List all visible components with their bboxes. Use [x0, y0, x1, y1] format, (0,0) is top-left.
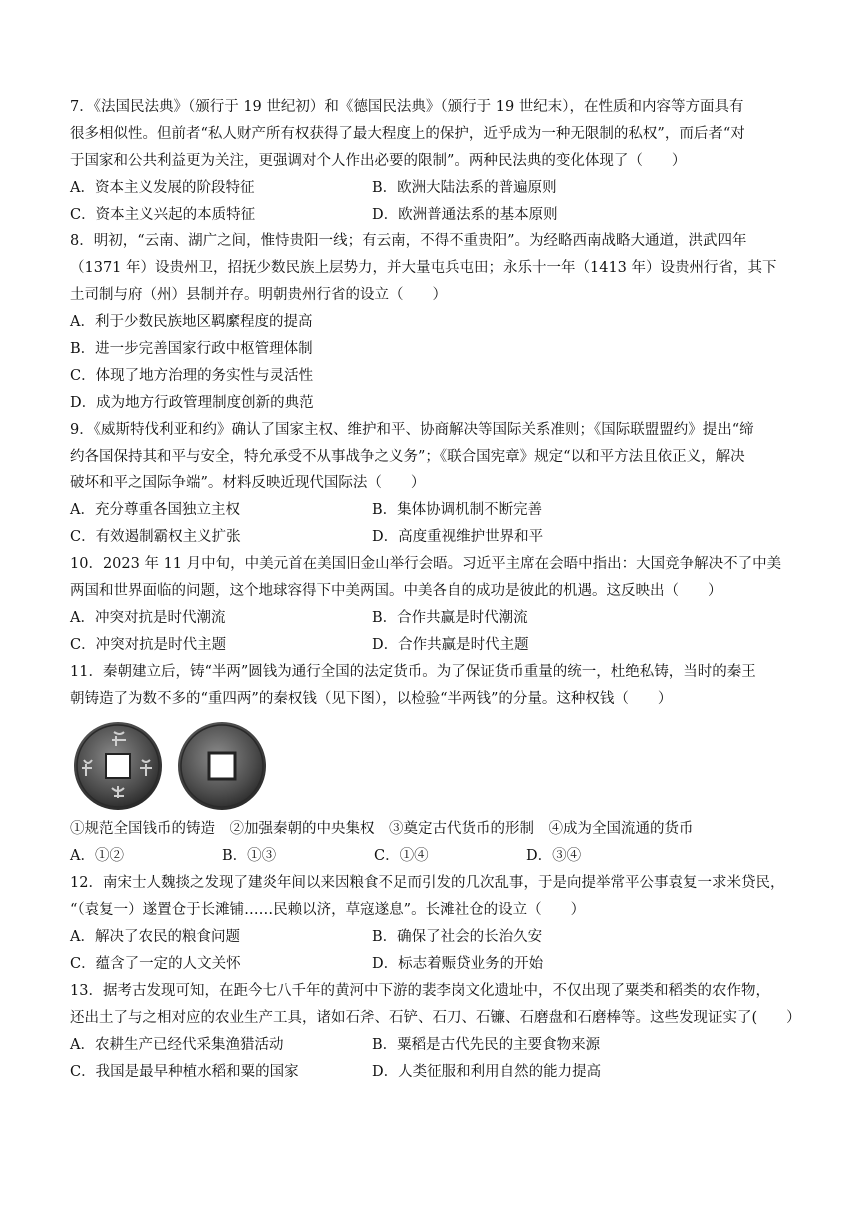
question-text: 土司制与府（州）县制并存。明朝贵州行省的设立（ ）	[70, 287, 447, 304]
question-text: 9．《威斯特伐利亚和约》确认了国家主权、维护和平、协商解决等国际关系准则；《国际联盟盟约》提出“缔	[70, 421, 754, 438]
option-a[interactable]: A．农耕生产已经代采集渔猎活动	[70, 1036, 284, 1053]
option-a[interactable]: A．利于少数民族地区羁縻程度的提高	[70, 314, 313, 331]
question-text: 破坏和平之国际争端”。材料反映近现代国际法（ ）	[70, 475, 426, 492]
question-text: 朝铸造了为数不多的“重四两”的秦权钱（见下图），以检验“半两钱”的分量。这种权钱（ ）	[70, 690, 673, 707]
question-12	[70, 870, 794, 978]
option-c[interactable]: C．资本主义兴起的本质特征	[70, 206, 256, 223]
option-b[interactable]: B．粟稻是古代先民的主要食物来源	[372, 1036, 601, 1053]
option-d[interactable]: D．成为地方行政管理制度创新的典范	[70, 394, 314, 411]
option-d[interactable]: D．③④	[526, 848, 582, 865]
coin-back-image	[174, 720, 270, 812]
question-11	[70, 659, 794, 871]
question-13	[70, 978, 801, 1086]
option-a[interactable]: A．①②	[70, 848, 124, 865]
question-text: 两国和世界面临的问题，这个地球容得下中美两国。中美各自的成功是彼此的机遇。这反映出（ ）	[70, 583, 723, 600]
question-text: 8．明初，“云南、湖广之间，惟恃贵阳一线；有云南，不得不重贵阳”。为经略西南战略大通道，洪武四年	[70, 233, 747, 250]
option-c[interactable]: C．冲突对抗是时代主题	[70, 636, 227, 653]
option-d[interactable]: D．高度重视维护世界和平	[372, 529, 544, 546]
question-text: 7．《法国民法典》（颁行于 19 世纪初）和《德国民法典》（颁行于 19 世纪末），在性质和内容等方面具有	[70, 99, 744, 115]
coin-front-image	[70, 720, 166, 812]
question-8	[70, 228, 794, 416]
option-b[interactable]: B．①③	[222, 848, 277, 865]
option-a[interactable]: A．充分尊重各国独立主权	[70, 502, 240, 519]
option-c[interactable]: C．我国是最早种植水稻和粟的国家	[70, 1063, 299, 1080]
option-b[interactable]: B．合作共赢是时代潮流	[372, 609, 528, 626]
statements: ①规范全国钱币的铸造 ②加强秦朝的中央集权 ③奠定古代货币的形制 ④成为全国流通的货币	[70, 821, 694, 838]
option-d[interactable]: D．合作共赢是时代主题	[372, 636, 529, 653]
question-text: 很多相似性。但前者“私人财产所有权获得了最大程度上的保护，近乎成为一种无限制的私权”，而后者“对	[70, 125, 745, 142]
option-c[interactable]: C．①④	[374, 848, 429, 865]
question-9	[70, 417, 794, 551]
question-text: “（袁复一）遂置仓于长滩铺……民赖以济，草寇遂息”。长滩社仓的设立（ ）	[70, 902, 586, 919]
option-d[interactable]: D．标志着赈贷业务的开始	[372, 955, 544, 972]
question-text: 约各国保持其和平与安全，特允承受不从事战争之义务”；《联合国宪章》规定“以和平方法且依正义，解决	[70, 448, 745, 465]
option-b[interactable]: B．进一步完善国家行政中枢管理体制	[70, 341, 313, 358]
question-7	[70, 94, 794, 228]
option-b[interactable]: B．欧洲大陆法系的普遍原则	[372, 179, 557, 196]
question-10	[70, 551, 794, 659]
option-d[interactable]: D．欧洲普通法系的基本原则	[372, 206, 558, 223]
question-text: 还出土了与之相对应的农业生产工具，诸如石斧、石铲、石刀、石镰、石磨盘和石磨棒等。这些发现证实了( ）	[70, 1009, 801, 1026]
question-text: 10．2023 年 11 月中旬，中美元首在美国旧金山举行会晤。习近平主席在会晤中指出：大国竞争解决不了中美	[70, 556, 782, 573]
question-text: 于国家和公共利益更为关注，更强调对个人作出必要的限制”。两种民法典的变化体现了（ ）	[70, 152, 687, 169]
option-b[interactable]: B．集体协调机制不断完善	[372, 502, 543, 519]
option-a[interactable]: A．资本主义发展的阶段特征	[70, 179, 255, 196]
option-c[interactable]: C．有效遏制霸权主义扩张	[70, 529, 241, 546]
option-a[interactable]: A．解决了农民的粮食问题	[70, 929, 240, 946]
exam-page	[70, 94, 801, 1085]
option-c[interactable]: C．蕴含了一定的人文关怀	[70, 955, 241, 972]
question-text: （1371 年）设贵州卫，招抚少数民族上层势力，并大量屯兵屯田；永乐十一年（1413 年）设贵州行省，其下	[70, 260, 777, 277]
coin-images	[70, 720, 794, 812]
option-c[interactable]: C．体现了地方治理的务实性与灵活性	[70, 367, 314, 384]
question-text: 11．秦朝建立后，铸“半两”圆钱为通行全国的法定货币。为了保证货币重量的统一，杜绝私铸，当时的秦王	[70, 663, 756, 680]
question-text: 13．据考古发现可知，在距今七八千年的黄河中下游的裴李岗文化遗址中，不仅出现了粟类和稻类的农作物，	[70, 982, 770, 999]
question-text: 12．南宋士人魏掞之发现了建炎年间以来因粮食不足而引发的几次乱事，于是向提举常平公事袁复一求米贷民，	[70, 875, 785, 892]
option-d[interactable]: D．人类征服和利用自然的能力提高	[372, 1063, 602, 1080]
option-b[interactable]: B．确保了社会的长治久安	[372, 929, 543, 946]
option-a[interactable]: A．冲突对抗是时代潮流	[70, 609, 226, 626]
